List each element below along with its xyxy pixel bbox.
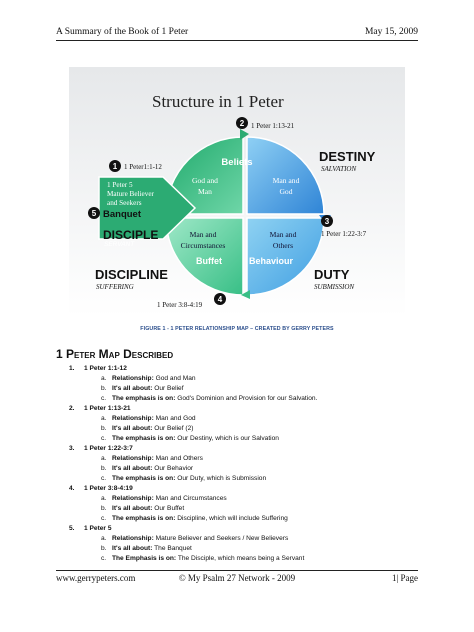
ref-1: 1 Peter1:1-12 xyxy=(124,163,162,171)
header-title: A Summary of the Book of 1 Peter xyxy=(56,27,189,37)
list-subitem xyxy=(56,434,426,444)
subitem-letter: c. xyxy=(101,555,107,562)
item-number: 1. xyxy=(69,365,75,372)
subitem-value: Our Duty, which is Submission xyxy=(175,475,267,482)
label-suffering: SUFFERING xyxy=(96,283,134,291)
page-footer xyxy=(56,570,418,585)
quadrant-br-line2: Others xyxy=(272,241,294,250)
list-subitem xyxy=(56,424,426,434)
subitem-text xyxy=(112,514,288,524)
subitem-text xyxy=(112,374,196,384)
figure-structure-map xyxy=(69,67,405,317)
subitem-value: Our Belief (2) xyxy=(152,425,194,432)
subitem-letter: b. xyxy=(101,385,107,392)
label-behaviour: Behaviour xyxy=(248,256,294,266)
item-title: 1 Peter 5 xyxy=(84,525,112,532)
subitem-value: Our Behavior xyxy=(152,465,194,472)
subitem-key: It's all about: xyxy=(112,425,153,432)
list-subitem xyxy=(56,474,426,484)
quadrant-tr-line2: God xyxy=(279,187,293,196)
item-title: 1 Peter 3:8-4:19 xyxy=(84,485,133,492)
list-item xyxy=(56,444,426,454)
subitem-key: Relationship: xyxy=(112,495,154,502)
subitem-letter: c. xyxy=(101,515,107,522)
subitem-letter: a. xyxy=(101,535,107,542)
quadrant-bl-line1: Man and xyxy=(189,230,217,239)
item-title: 1 Peter 1:13-21 xyxy=(84,405,131,412)
subitem-text xyxy=(112,504,184,514)
subitem-value: God's Dominion and Provision for our Salvation. xyxy=(175,395,318,402)
item-number: 3. xyxy=(69,445,75,452)
list-subitem xyxy=(56,414,426,424)
subitem-key: The emphasis is on: xyxy=(112,475,176,482)
quadrant-tl-line1: God and xyxy=(192,176,218,185)
subitem-value: Our Belief xyxy=(152,385,184,392)
subitem-text xyxy=(112,434,279,444)
list-subitem xyxy=(56,464,426,474)
subitem-value: God and Man xyxy=(153,375,196,382)
list-item xyxy=(56,484,426,494)
section-title: 1 Peter Map Described xyxy=(56,347,174,361)
subitem-letter: c. xyxy=(101,435,107,442)
subitem-key: Relationship: xyxy=(112,415,154,422)
subitem-letter: b. xyxy=(101,545,107,552)
marker-3 xyxy=(321,215,333,227)
subitem-text xyxy=(112,494,227,504)
item-title: 1 Peter 1:22-3:7 xyxy=(84,445,133,452)
subitem-key: Relationship: xyxy=(112,375,154,382)
label-salvation: SALVATION xyxy=(321,165,357,173)
subitem-letter: b. xyxy=(101,425,107,432)
ref-2: 1 Peter 1:13-21 xyxy=(251,122,295,130)
figure-title: Structure in 1 Peter xyxy=(152,92,284,111)
list-subitem xyxy=(56,384,426,394)
label-duty: DUTY xyxy=(314,267,350,282)
subitem-text xyxy=(112,424,193,434)
svg-text:5: 5 xyxy=(91,209,97,218)
list-subitem xyxy=(56,374,426,384)
label-submission: SUBMISSION xyxy=(314,283,355,291)
subitem-text xyxy=(112,394,317,404)
subitem-letter: c. xyxy=(101,475,107,482)
subitem-text xyxy=(112,534,288,544)
list-item xyxy=(56,524,426,534)
footer-website: www.gerrypeters.com xyxy=(56,573,136,583)
subitem-letter: a. xyxy=(101,415,107,422)
subitem-value: Our Destiny, which is our Salvation xyxy=(175,435,279,442)
subitem-letter: a. xyxy=(101,375,107,382)
subitem-key: It's all about: xyxy=(112,545,153,552)
list-subitem xyxy=(56,494,426,504)
subitem-text xyxy=(112,464,193,474)
ref-4: 1 Peter 3:8-4:19 xyxy=(157,301,203,309)
subitem-value: Man and Circumstances xyxy=(153,495,227,502)
svg-text:2: 2 xyxy=(239,119,245,128)
footer-copyright: © My Psalm 27 Network - 2009 xyxy=(178,573,296,583)
marker-2 xyxy=(236,117,248,129)
arrow-line1: Mature Believer xyxy=(107,190,154,198)
list-item xyxy=(56,404,426,414)
figure-caption: FIGURE 1 - 1 PETER RELATIONSHIP MAP – CREATED BY GERRY PETERS xyxy=(140,326,334,332)
subitem-key: The emphasis is on: xyxy=(112,435,176,442)
subitem-key: Relationship: xyxy=(112,535,154,542)
item-title: 1 Peter 1:1-12 xyxy=(84,365,127,372)
subitem-letter: b. xyxy=(101,505,107,512)
quadrant-tr-line1: Man and xyxy=(272,176,300,185)
subitem-text xyxy=(112,474,266,484)
list-subitem xyxy=(56,554,426,564)
structure-diagram xyxy=(69,67,405,317)
subitem-value: Man and Others xyxy=(153,455,203,462)
subitem-text xyxy=(112,554,304,564)
quadrant-br-line1: Man and xyxy=(269,230,297,239)
subitem-key: The emphasis is on: xyxy=(112,515,176,522)
subitem-value: Our Buffet xyxy=(152,505,185,512)
list-item xyxy=(56,364,426,374)
arrow-ref: 1 Peter 5 xyxy=(107,181,133,189)
arrow-line2: and Seekers xyxy=(107,199,142,207)
page-header xyxy=(56,26,418,41)
quadrant-tl-line2: Man xyxy=(198,187,212,196)
quadrant-bl-line2: Circumstances xyxy=(180,241,226,250)
subitem-key: The emphasis is on: xyxy=(112,395,176,402)
svg-text:4: 4 xyxy=(217,295,223,304)
label-banquet: Banquet xyxy=(103,209,141,220)
subitem-text xyxy=(112,544,192,554)
subitem-key: It's all about: xyxy=(112,465,153,472)
subitem-text xyxy=(112,454,203,464)
marker-1 xyxy=(109,160,121,172)
subitem-key: The Emphasis is on: xyxy=(112,555,177,562)
subitem-letter: a. xyxy=(101,455,107,462)
marker-5 xyxy=(88,207,100,219)
subitem-letter: c. xyxy=(101,395,107,402)
list-subitem xyxy=(56,504,426,514)
subitem-text xyxy=(112,384,184,394)
subitem-letter: b. xyxy=(101,465,107,472)
list-subitem xyxy=(56,394,426,404)
label-destiny: DESTINY xyxy=(319,149,376,164)
label-buffet: Buffet xyxy=(196,256,222,266)
footer-page-number: 1| Page xyxy=(391,573,418,583)
map-description-list xyxy=(56,364,426,564)
marker-4 xyxy=(214,293,226,305)
subitem-letter: a. xyxy=(101,495,107,502)
ref-3: 1 Peter 1:22-3:7 xyxy=(321,230,367,238)
label-discipline: DISCIPLINE xyxy=(95,267,168,282)
subitem-value: Man and God xyxy=(153,415,196,422)
subitem-text xyxy=(112,414,196,424)
list-subitem xyxy=(56,514,426,524)
svg-text:3: 3 xyxy=(324,217,330,226)
label-disciple: DISCIPLE xyxy=(103,228,159,242)
item-number: 5. xyxy=(69,525,75,532)
list-subitem xyxy=(56,454,426,464)
header-date: May 15, 2009 xyxy=(364,27,418,37)
item-number: 2. xyxy=(69,405,75,412)
subitem-key: It's all about: xyxy=(112,505,153,512)
item-number: 4. xyxy=(69,485,75,492)
label-beliefs: Beliefs xyxy=(221,157,253,168)
subitem-value: The Disciple, which means being a Servant xyxy=(176,555,305,562)
list-subitem xyxy=(56,544,426,554)
subitem-value: Discipline, which will include Suffering xyxy=(175,515,288,522)
subitem-key: It's all about: xyxy=(112,385,153,392)
subitem-key: Relationship: xyxy=(112,455,154,462)
label-servant: SERVANT xyxy=(104,241,135,248)
svg-text:1: 1 xyxy=(112,162,118,171)
list-subitem xyxy=(56,534,426,544)
subitem-value: Mature Believer and Seekers / New Believers xyxy=(153,535,289,542)
subitem-value: The Banquet xyxy=(152,545,192,552)
